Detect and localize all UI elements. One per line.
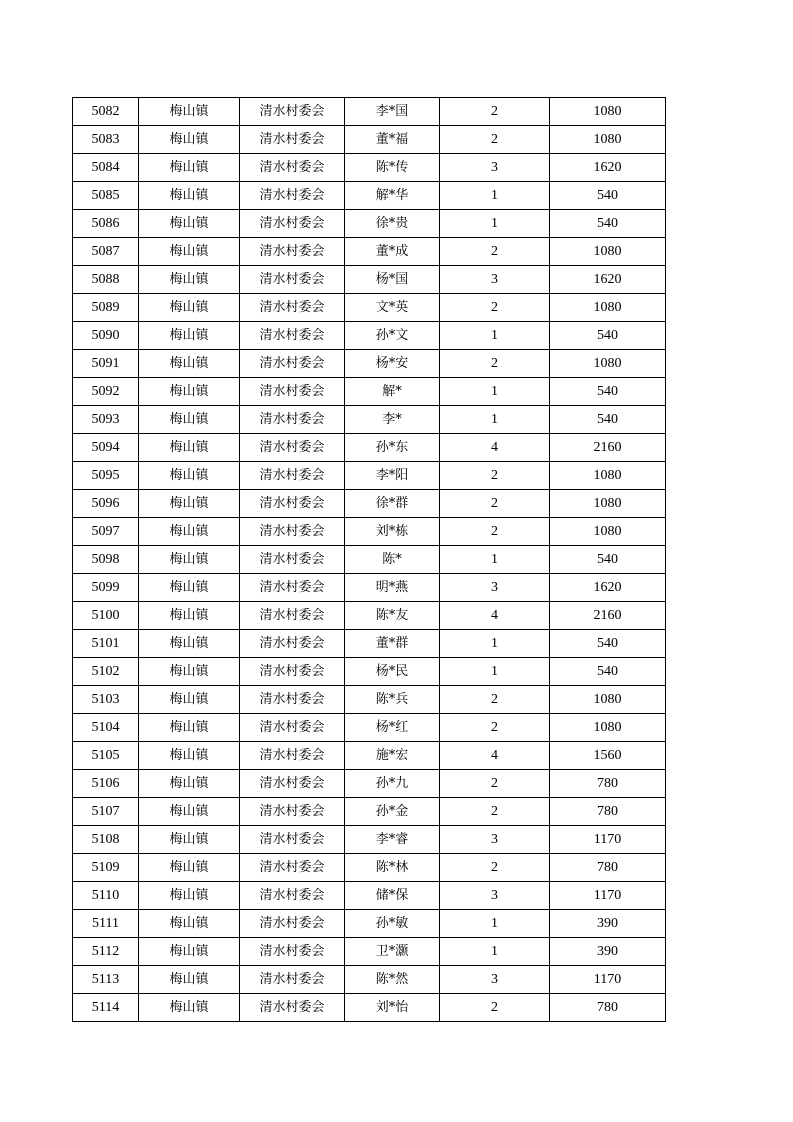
village-cell: 清水村委会: [240, 602, 345, 630]
table-row: [73, 602, 666, 630]
row-number-cell: 5103: [73, 686, 139, 714]
household-count-cell: 3: [440, 574, 550, 602]
village-cell: 清水村委会: [240, 854, 345, 882]
table-row: [73, 742, 666, 770]
person-name-cell: 杨*民: [345, 658, 440, 686]
amount-cell: 1080: [550, 294, 666, 322]
town-cell: 梅山镇: [139, 210, 240, 238]
household-count-cell: 3: [440, 154, 550, 182]
person-name-cell: 李*: [345, 406, 440, 434]
row-number-cell: 5111: [73, 910, 139, 938]
person-name-cell: 明*燕: [345, 574, 440, 602]
amount-cell: 1620: [550, 266, 666, 294]
amount-cell: 1620: [550, 574, 666, 602]
town-cell: 梅山镇: [139, 686, 240, 714]
amount-cell: 540: [550, 630, 666, 658]
village-cell: 清水村委会: [240, 98, 345, 126]
town-cell: 梅山镇: [139, 126, 240, 154]
town-cell: 梅山镇: [139, 826, 240, 854]
household-count-cell: 4: [440, 602, 550, 630]
town-cell: 梅山镇: [139, 322, 240, 350]
table-row: [73, 574, 666, 602]
row-number-cell: 5113: [73, 966, 139, 994]
person-name-cell: 解*: [345, 378, 440, 406]
row-number-cell: 5105: [73, 742, 139, 770]
row-number-cell: 5099: [73, 574, 139, 602]
village-cell: 清水村委会: [240, 770, 345, 798]
person-name-cell: 李*睿: [345, 826, 440, 854]
household-count-cell: 2: [440, 798, 550, 826]
table-row: [73, 826, 666, 854]
person-name-cell: 董*群: [345, 630, 440, 658]
town-cell: 梅山镇: [139, 574, 240, 602]
household-count-cell: 4: [440, 434, 550, 462]
village-cell: 清水村委会: [240, 210, 345, 238]
table-row: [73, 854, 666, 882]
person-name-cell: 刘*怡: [345, 994, 440, 1022]
town-cell: 梅山镇: [139, 882, 240, 910]
amount-cell: 780: [550, 854, 666, 882]
town-cell: 梅山镇: [139, 182, 240, 210]
village-cell: 清水村委会: [240, 490, 345, 518]
row-number-cell: 5083: [73, 126, 139, 154]
person-name-cell: 陈*林: [345, 854, 440, 882]
amount-cell: 1080: [550, 126, 666, 154]
amount-cell: 1170: [550, 882, 666, 910]
row-number-cell: 5106: [73, 770, 139, 798]
amount-cell: 390: [550, 910, 666, 938]
village-cell: 清水村委会: [240, 966, 345, 994]
row-number-cell: 5092: [73, 378, 139, 406]
person-name-cell: 孙*文: [345, 322, 440, 350]
document-page: [72, 97, 666, 1022]
village-cell: 清水村委会: [240, 266, 345, 294]
table-row: [73, 994, 666, 1022]
row-number-cell: 5095: [73, 462, 139, 490]
table-row: [73, 546, 666, 574]
person-name-cell: 孙*东: [345, 434, 440, 462]
table-row: [73, 98, 666, 126]
household-count-cell: 3: [440, 266, 550, 294]
town-cell: 梅山镇: [139, 910, 240, 938]
town-cell: 梅山镇: [139, 714, 240, 742]
table-row: [73, 770, 666, 798]
amount-cell: 2160: [550, 602, 666, 630]
village-cell: 清水村委会: [240, 406, 345, 434]
amount-cell: 1080: [550, 350, 666, 378]
row-number-cell: 5088: [73, 266, 139, 294]
household-count-cell: 3: [440, 826, 550, 854]
table-row: [73, 966, 666, 994]
town-cell: 梅山镇: [139, 378, 240, 406]
household-count-cell: 1: [440, 210, 550, 238]
amount-cell: 1080: [550, 686, 666, 714]
town-cell: 梅山镇: [139, 490, 240, 518]
town-cell: 梅山镇: [139, 546, 240, 574]
town-cell: 梅山镇: [139, 266, 240, 294]
household-count-cell: 1: [440, 630, 550, 658]
table-row: [73, 154, 666, 182]
person-name-cell: 解*华: [345, 182, 440, 210]
household-count-cell: 1: [440, 378, 550, 406]
town-cell: 梅山镇: [139, 602, 240, 630]
town-cell: 梅山镇: [139, 994, 240, 1022]
row-number-cell: 5100: [73, 602, 139, 630]
person-name-cell: 储*保: [345, 882, 440, 910]
row-number-cell: 5107: [73, 798, 139, 826]
row-number-cell: 5098: [73, 546, 139, 574]
table-row: [73, 938, 666, 966]
village-cell: 清水村委会: [240, 686, 345, 714]
village-cell: 清水村委会: [240, 126, 345, 154]
table-row: [73, 266, 666, 294]
town-cell: 梅山镇: [139, 854, 240, 882]
row-number-cell: 5110: [73, 882, 139, 910]
household-count-cell: 2: [440, 518, 550, 546]
table-row: [73, 406, 666, 434]
household-count-cell: 2: [440, 98, 550, 126]
village-cell: 清水村委会: [240, 910, 345, 938]
village-cell: 清水村委会: [240, 378, 345, 406]
person-name-cell: 李*阳: [345, 462, 440, 490]
town-cell: 梅山镇: [139, 154, 240, 182]
person-name-cell: 杨*红: [345, 714, 440, 742]
household-count-cell: 2: [440, 490, 550, 518]
person-name-cell: 杨*安: [345, 350, 440, 378]
table-row: [73, 434, 666, 462]
town-cell: 梅山镇: [139, 462, 240, 490]
table-row: [73, 462, 666, 490]
person-name-cell: 陈*兵: [345, 686, 440, 714]
town-cell: 梅山镇: [139, 350, 240, 378]
amount-cell: 1620: [550, 154, 666, 182]
household-count-cell: 1: [440, 658, 550, 686]
person-name-cell: 刘*栋: [345, 518, 440, 546]
amount-cell: 1080: [550, 462, 666, 490]
amount-cell: 540: [550, 406, 666, 434]
town-cell: 梅山镇: [139, 434, 240, 462]
row-number-cell: 5085: [73, 182, 139, 210]
village-cell: 清水村委会: [240, 350, 345, 378]
amount-cell: 1560: [550, 742, 666, 770]
amount-cell: 780: [550, 798, 666, 826]
amount-cell: 1080: [550, 98, 666, 126]
row-number-cell: 5091: [73, 350, 139, 378]
row-number-cell: 5104: [73, 714, 139, 742]
household-count-cell: 4: [440, 742, 550, 770]
village-cell: 清水村委会: [240, 938, 345, 966]
town-cell: 梅山镇: [139, 98, 240, 126]
person-name-cell: 董*福: [345, 126, 440, 154]
table-row: [73, 182, 666, 210]
amount-cell: 1080: [550, 490, 666, 518]
person-name-cell: 董*成: [345, 238, 440, 266]
household-count-cell: 2: [440, 770, 550, 798]
table-row: [73, 518, 666, 546]
town-cell: 梅山镇: [139, 798, 240, 826]
row-number-cell: 5097: [73, 518, 139, 546]
household-count-cell: 1: [440, 182, 550, 210]
amount-cell: 2160: [550, 434, 666, 462]
amount-cell: 780: [550, 994, 666, 1022]
row-number-cell: 5093: [73, 406, 139, 434]
row-number-cell: 5087: [73, 238, 139, 266]
household-count-cell: 3: [440, 882, 550, 910]
household-count-cell: 2: [440, 294, 550, 322]
table-row: [73, 378, 666, 406]
amount-cell: 780: [550, 770, 666, 798]
row-number-cell: 5090: [73, 322, 139, 350]
table-row: [73, 686, 666, 714]
village-cell: 清水村委会: [240, 574, 345, 602]
row-number-cell: 5096: [73, 490, 139, 518]
household-count-cell: 1: [440, 546, 550, 574]
household-count-cell: 2: [440, 686, 550, 714]
person-name-cell: 孙*敏: [345, 910, 440, 938]
household-count-cell: 2: [440, 854, 550, 882]
amount-cell: 1170: [550, 966, 666, 994]
row-number-cell: 5089: [73, 294, 139, 322]
amount-cell: 540: [550, 322, 666, 350]
village-cell: 清水村委会: [240, 882, 345, 910]
household-count-cell: 2: [440, 462, 550, 490]
table-row: [73, 210, 666, 238]
table-row: [73, 910, 666, 938]
person-name-cell: 陈*: [345, 546, 440, 574]
person-name-cell: 孙*金: [345, 798, 440, 826]
town-cell: 梅山镇: [139, 770, 240, 798]
row-number-cell: 5114: [73, 994, 139, 1022]
household-count-cell: 1: [440, 322, 550, 350]
village-cell: 清水村委会: [240, 658, 345, 686]
table-row: [73, 490, 666, 518]
amount-cell: 540: [550, 182, 666, 210]
town-cell: 梅山镇: [139, 742, 240, 770]
household-count-cell: 1: [440, 938, 550, 966]
village-cell: 清水村委会: [240, 322, 345, 350]
person-name-cell: 李*国: [345, 98, 440, 126]
village-cell: 清水村委会: [240, 294, 345, 322]
town-cell: 梅山镇: [139, 938, 240, 966]
amount-cell: 1080: [550, 238, 666, 266]
table-row: [73, 714, 666, 742]
town-cell: 梅山镇: [139, 238, 240, 266]
amount-cell: 1080: [550, 714, 666, 742]
household-count-cell: 1: [440, 910, 550, 938]
row-number-cell: 5082: [73, 98, 139, 126]
row-number-cell: 5101: [73, 630, 139, 658]
village-cell: 清水村委会: [240, 798, 345, 826]
town-cell: 梅山镇: [139, 630, 240, 658]
table-row: [73, 350, 666, 378]
village-cell: 清水村委会: [240, 518, 345, 546]
village-cell: 清水村委会: [240, 434, 345, 462]
row-number-cell: 5108: [73, 826, 139, 854]
row-number-cell: 5102: [73, 658, 139, 686]
person-name-cell: 杨*国: [345, 266, 440, 294]
household-count-cell: 2: [440, 994, 550, 1022]
town-cell: 梅山镇: [139, 518, 240, 546]
subsidy-table: [72, 97, 666, 1022]
table-row: [73, 882, 666, 910]
household-count-cell: 2: [440, 350, 550, 378]
village-cell: 清水村委会: [240, 826, 345, 854]
person-name-cell: 陈*然: [345, 966, 440, 994]
town-cell: 梅山镇: [139, 294, 240, 322]
town-cell: 梅山镇: [139, 406, 240, 434]
table-row: [73, 294, 666, 322]
table-row: [73, 238, 666, 266]
household-count-cell: 2: [440, 238, 550, 266]
table-body: [73, 98, 666, 1022]
row-number-cell: 5109: [73, 854, 139, 882]
amount-cell: 1080: [550, 518, 666, 546]
amount-cell: 540: [550, 210, 666, 238]
person-name-cell: 徐*群: [345, 490, 440, 518]
table-row: [73, 798, 666, 826]
table-row: [73, 658, 666, 686]
village-cell: 清水村委会: [240, 630, 345, 658]
household-count-cell: 3: [440, 966, 550, 994]
table-row: [73, 322, 666, 350]
row-number-cell: 5086: [73, 210, 139, 238]
village-cell: 清水村委会: [240, 462, 345, 490]
amount-cell: 540: [550, 546, 666, 574]
village-cell: 清水村委会: [240, 742, 345, 770]
household-count-cell: 2: [440, 126, 550, 154]
table-row: [73, 630, 666, 658]
amount-cell: 540: [550, 378, 666, 406]
amount-cell: 390: [550, 938, 666, 966]
person-name-cell: 施*宏: [345, 742, 440, 770]
row-number-cell: 5084: [73, 154, 139, 182]
village-cell: 清水村委会: [240, 994, 345, 1022]
table-row: [73, 126, 666, 154]
person-name-cell: 徐*贵: [345, 210, 440, 238]
household-count-cell: 2: [440, 714, 550, 742]
person-name-cell: 卫*灏: [345, 938, 440, 966]
person-name-cell: 文*英: [345, 294, 440, 322]
village-cell: 清水村委会: [240, 546, 345, 574]
village-cell: 清水村委会: [240, 714, 345, 742]
person-name-cell: 陈*传: [345, 154, 440, 182]
village-cell: 清水村委会: [240, 182, 345, 210]
person-name-cell: 陈*友: [345, 602, 440, 630]
amount-cell: 1170: [550, 826, 666, 854]
row-number-cell: 5112: [73, 938, 139, 966]
amount-cell: 540: [550, 658, 666, 686]
household-count-cell: 1: [440, 406, 550, 434]
village-cell: 清水村委会: [240, 154, 345, 182]
row-number-cell: 5094: [73, 434, 139, 462]
town-cell: 梅山镇: [139, 966, 240, 994]
village-cell: 清水村委会: [240, 238, 345, 266]
person-name-cell: 孙*九: [345, 770, 440, 798]
town-cell: 梅山镇: [139, 658, 240, 686]
